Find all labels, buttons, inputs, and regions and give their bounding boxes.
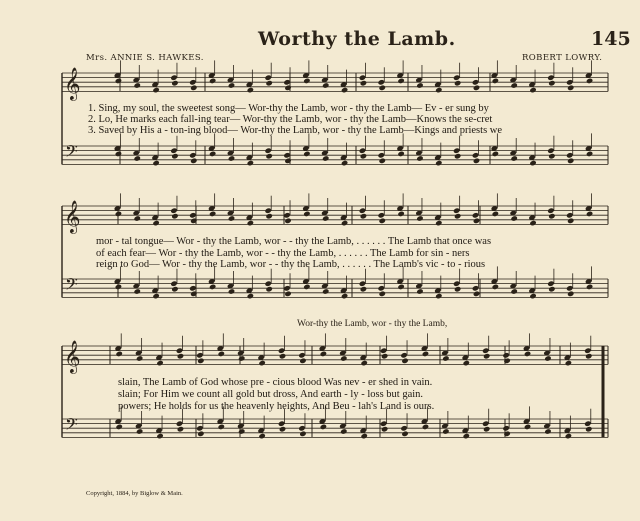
system-1-treble-note bbox=[341, 87, 348, 93]
system-1-bass-note bbox=[435, 160, 442, 166]
system-2-bass-note bbox=[171, 286, 178, 292]
system-1-treble-note bbox=[284, 85, 291, 91]
system-2-treble-note bbox=[209, 211, 216, 217]
system-2-treble-note bbox=[303, 211, 310, 217]
system-3-bass-note bbox=[299, 431, 306, 437]
system-3-bass-note bbox=[238, 428, 245, 434]
system-2-bass-note bbox=[547, 280, 554, 286]
system-1-treble-note bbox=[152, 87, 159, 93]
system-2-treble-note bbox=[547, 207, 554, 213]
system-1-treble-note bbox=[303, 78, 310, 84]
system-2-treble-note bbox=[397, 211, 404, 217]
system-1-treble-note bbox=[115, 78, 122, 84]
system-1-bass-note bbox=[397, 151, 404, 157]
system-2-treble-note bbox=[171, 213, 178, 219]
system-3-bass-note bbox=[218, 424, 225, 430]
system-2-bass-note bbox=[566, 285, 573, 291]
system-2-treble-note bbox=[586, 211, 593, 217]
system-1-bass-note bbox=[529, 160, 536, 166]
system-1-bass-note bbox=[303, 151, 310, 157]
system-1-bass-note bbox=[228, 155, 235, 161]
system-2-bass-note bbox=[397, 284, 404, 290]
page-number: 145 bbox=[591, 28, 631, 50]
system-3-bass-note bbox=[482, 420, 489, 426]
system-1-treble-note bbox=[359, 74, 366, 80]
system-1-treble-note bbox=[190, 85, 197, 91]
system-3-bass-note bbox=[279, 426, 286, 432]
system-2-bass-note bbox=[360, 286, 367, 292]
system-3-treble-note bbox=[361, 360, 368, 366]
system-2-treble-note bbox=[189, 212, 196, 218]
system-1-treble-note bbox=[547, 74, 554, 80]
system-1-bass-note bbox=[190, 158, 197, 164]
system-2-bass-note bbox=[529, 293, 536, 299]
system-3-bass-note bbox=[340, 428, 347, 434]
system-2-bass-note bbox=[567, 291, 574, 297]
system-3-treble-note bbox=[544, 355, 551, 361]
system-3-bass-note bbox=[176, 420, 183, 426]
system-2-bass-note bbox=[209, 284, 216, 290]
system-2-treble-note bbox=[134, 215, 141, 221]
system-2-bass-note bbox=[134, 288, 141, 294]
system-1-bass-note bbox=[473, 158, 480, 164]
system-3-treble-note bbox=[116, 351, 123, 357]
system-3-treble-note bbox=[502, 352, 509, 358]
system-3-treble-note bbox=[483, 353, 490, 359]
system-3-treble-note bbox=[258, 360, 265, 366]
lyric-s2-v3: reign to God— Wor - thy the Lamb, wor - - thy the Lamb, . . . . . . The Lamb's vic - to - rious bbox=[96, 259, 486, 270]
system-1-bass-note bbox=[510, 155, 517, 161]
system-3-bass-note bbox=[544, 428, 551, 434]
system-1-treble-note bbox=[265, 80, 272, 86]
system-1-bass-clef: 𝄢 bbox=[65, 141, 78, 165]
lyric-s1-v2: 2. Lo, He marks each fall-ing tear— Wor-thy the Lamb, wor - thy the Lamb—Knows the se-cret bbox=[88, 114, 493, 125]
system-3-treble-note bbox=[299, 358, 306, 364]
system-2-treble-note bbox=[473, 218, 480, 224]
system-2-bass-note bbox=[378, 285, 385, 291]
system-3-bass-note bbox=[565, 433, 572, 439]
system-2-treble-note bbox=[247, 220, 254, 226]
system-1-bass-note bbox=[379, 158, 386, 164]
system-1-treble-note bbox=[247, 87, 254, 93]
system-2-bass-note bbox=[379, 291, 386, 297]
lyric-s2-v1: mor - tal tongue— Wor - thy the Lamb, wor - - thy the Lamb, . . . . . . The Lamb that once was bbox=[96, 236, 492, 247]
hymn-title: Worthy the Lamb. bbox=[258, 28, 456, 50]
system-1-bass-note bbox=[566, 152, 573, 158]
system-2-treble-note bbox=[341, 220, 348, 226]
system-1-treble-note bbox=[209, 78, 216, 84]
system-3-treble-note bbox=[298, 352, 305, 358]
system-3-treble-note bbox=[279, 353, 286, 359]
system-1-bass-note bbox=[359, 147, 366, 153]
system-1-treble-note bbox=[566, 79, 573, 85]
system-1-bass-note bbox=[189, 152, 196, 158]
system-3-treble-note bbox=[218, 351, 225, 357]
system-2-bass-note bbox=[303, 284, 310, 290]
system-1-bass-note bbox=[284, 158, 291, 164]
system-3-treble-note bbox=[278, 347, 285, 353]
system-2-treble-note bbox=[379, 218, 386, 224]
system-3-bass-note bbox=[381, 426, 388, 432]
system-2-treble-note bbox=[529, 220, 536, 226]
system-3-bass-note bbox=[177, 426, 184, 432]
system-1-bass-note bbox=[152, 160, 159, 166]
system-1-bass-note bbox=[134, 155, 141, 161]
system-1-treble-note bbox=[473, 85, 480, 91]
lyric-s1-v3: 3. Saved by His a - ton-ing blood— Wor-thy the Lamb, wor - thy the Lamb—Kings and priests we bbox=[88, 125, 503, 136]
system-3-treble-note bbox=[340, 355, 347, 361]
system-2-treble-note bbox=[416, 215, 423, 221]
system-3-bass-note bbox=[422, 424, 429, 430]
system-1-treble-note bbox=[264, 74, 271, 80]
system-2-treble-note bbox=[492, 211, 499, 217]
system-3-bass-note bbox=[400, 425, 407, 431]
system-1-treble-note bbox=[360, 80, 367, 86]
system-2-bass-clef: 𝄢 bbox=[65, 274, 78, 298]
system-3-treble-note bbox=[524, 351, 531, 357]
system-1-treble-note bbox=[567, 85, 574, 91]
system-2-bass-note bbox=[284, 291, 291, 297]
system-1-treble-note bbox=[170, 74, 177, 80]
system-1-treble-note bbox=[492, 78, 499, 84]
system-3-treble-note bbox=[482, 347, 489, 353]
system-3-treble-note bbox=[565, 360, 572, 366]
system-2-bass-note bbox=[586, 284, 593, 290]
system-3-bass-note bbox=[197, 431, 204, 437]
system-1-treble-note bbox=[397, 78, 404, 84]
system-1-bass-note bbox=[378, 152, 385, 158]
system-2-treble-note bbox=[567, 218, 574, 224]
system-3-bass-note bbox=[116, 424, 123, 430]
system-1-treble-note bbox=[228, 82, 235, 88]
system-2-treble-note bbox=[265, 213, 272, 219]
system-2-bass-note bbox=[189, 285, 196, 291]
system-2-treble-note bbox=[284, 218, 291, 224]
system-3-treble-note bbox=[238, 355, 245, 361]
system-2-bass-note bbox=[341, 293, 348, 299]
system-2-bass-note bbox=[453, 280, 460, 286]
system-1-treble-note bbox=[378, 79, 385, 85]
system-2-treble-note bbox=[453, 207, 460, 213]
system-1-treble-note bbox=[510, 82, 517, 88]
system-3-bass-note bbox=[258, 433, 265, 439]
system-2-bass-note bbox=[492, 284, 499, 290]
system-1-treble-note bbox=[322, 82, 329, 88]
system-2-treble-note bbox=[454, 213, 461, 219]
system-2-treble-note bbox=[510, 215, 517, 221]
system-3-treble-note bbox=[381, 353, 388, 359]
system-2-bass-note bbox=[473, 291, 480, 297]
system-3-bass-note bbox=[584, 420, 591, 426]
system-1-bass-note bbox=[548, 153, 555, 159]
system-1-bass-note bbox=[171, 153, 178, 159]
system-1-treble-note bbox=[548, 80, 555, 86]
bass-lyric-s2: Wor-thy the Lamb, wor - thy the Lamb, bbox=[297, 319, 448, 329]
system-2-bass-note bbox=[548, 286, 555, 292]
system-2-treble-note bbox=[359, 207, 366, 213]
system-2-treble-note bbox=[322, 215, 329, 221]
system-3-bass-note bbox=[156, 433, 163, 439]
system-2-treble-note bbox=[170, 207, 177, 213]
system-3-bass-note bbox=[524, 424, 531, 430]
system-3-treble-note bbox=[177, 353, 184, 359]
system-3-bass-note bbox=[401, 431, 408, 437]
system-1-bass-note bbox=[341, 160, 348, 166]
lyricist-credit: Mrs. ANNIE S. HAWKES. bbox=[86, 53, 204, 63]
system-3-bass-note bbox=[585, 426, 592, 432]
system-2-bass-note bbox=[115, 284, 122, 290]
system-3-bass-note bbox=[463, 433, 470, 439]
system-3-bass-note bbox=[196, 425, 203, 431]
system-3-treble-note bbox=[401, 358, 408, 364]
system-1-bass-note bbox=[115, 151, 122, 157]
lyric-s1-v1: 1. Sing, my soul, the sweetest song— Wor-thy the Lamb, wor - thy the Lamb— Ev - er sung by bbox=[88, 103, 489, 114]
system-1-bass-note bbox=[264, 147, 271, 153]
system-2-treble-note bbox=[472, 212, 479, 218]
system-2-treble-note bbox=[115, 211, 122, 217]
system-3-bass-clef: 𝄢 bbox=[65, 414, 78, 438]
system-2-bass-note bbox=[510, 288, 517, 294]
system-3-treble-note bbox=[442, 355, 449, 361]
system-3-treble-note bbox=[585, 353, 592, 359]
lyric-s3-v1: slain, The Lamb of God whose pre - cious blood Was nev - er shed in vain. bbox=[118, 377, 433, 388]
system-2-bass-note bbox=[454, 286, 461, 292]
system-1-bass-note bbox=[209, 151, 216, 157]
system-2-treble-note bbox=[378, 212, 385, 218]
system-2-treble-note bbox=[264, 207, 271, 213]
system-2-treble-note bbox=[435, 220, 442, 226]
system-1-bass-note bbox=[247, 160, 254, 166]
system-1-bass-note bbox=[322, 155, 329, 161]
system-1-treble-note bbox=[529, 87, 536, 93]
system-3-treble-clef: 𝄞 bbox=[64, 340, 81, 373]
system-3-bass-note bbox=[502, 425, 509, 431]
system-1-treble-note bbox=[453, 74, 460, 80]
system-1-bass-note bbox=[453, 147, 460, 153]
system-1-bass-note bbox=[547, 147, 554, 153]
system-3-bass-note bbox=[380, 420, 387, 426]
system-2-bass-note bbox=[435, 293, 442, 299]
system-1-bass-note bbox=[492, 151, 499, 157]
system-2-bass-note bbox=[359, 280, 366, 286]
system-3-treble-note bbox=[463, 360, 470, 366]
system-3-treble-note bbox=[176, 347, 183, 353]
system-1-treble-note bbox=[454, 80, 461, 86]
system-2-treble-clef: 𝄞 bbox=[64, 200, 81, 233]
system-1-bass-note bbox=[170, 147, 177, 153]
system-1-treble-note bbox=[435, 87, 442, 93]
system-3-bass-note bbox=[320, 424, 327, 430]
system-2-treble-note bbox=[566, 212, 573, 218]
system-2-bass-note bbox=[416, 288, 423, 294]
lyric-s2-v2: of each fear— Wor - thy the Lamb, wor - - thy the Lamb, . . . . . . The Lamb for sin - ners bbox=[96, 248, 470, 259]
system-2-bass-note bbox=[322, 288, 329, 294]
system-3-treble-note bbox=[136, 355, 143, 361]
system-3-bass-note bbox=[483, 426, 490, 432]
system-1-treble-note bbox=[586, 78, 593, 84]
system-1-bass-note bbox=[567, 158, 574, 164]
system-1-treble-note bbox=[189, 79, 196, 85]
system-3-treble-note bbox=[422, 351, 429, 357]
system-2-bass-note bbox=[264, 280, 271, 286]
system-2-bass-note bbox=[152, 293, 159, 299]
system-3-treble-note bbox=[320, 351, 327, 357]
system-1-treble-note bbox=[379, 85, 386, 91]
system-3-treble-note bbox=[156, 360, 163, 366]
system-1-treble-note bbox=[134, 82, 141, 88]
system-2-treble-note bbox=[228, 215, 235, 221]
system-3-treble-note bbox=[400, 352, 407, 358]
system-3-treble-note bbox=[197, 358, 204, 364]
system-3-bass-note bbox=[442, 428, 449, 434]
system-2-treble-note bbox=[152, 220, 159, 226]
system-1-bass-note bbox=[360, 153, 367, 159]
system-1-treble-note bbox=[472, 79, 479, 85]
system-1-bass-note bbox=[265, 153, 272, 159]
composer-credit: ROBERT LOWRY. bbox=[522, 53, 603, 63]
system-1-treble-note bbox=[171, 80, 178, 86]
system-3-treble-note bbox=[380, 347, 387, 353]
system-1-bass-note bbox=[472, 152, 479, 158]
system-1-treble-note bbox=[416, 82, 423, 88]
system-3-bass-note bbox=[298, 425, 305, 431]
system-1-bass-note bbox=[416, 155, 423, 161]
system-2-treble-note bbox=[360, 213, 367, 219]
system-1-bass-note bbox=[586, 151, 593, 157]
system-3-bass-note bbox=[361, 433, 368, 439]
lyric-s3-v2: slain; For Him we count all gold but dross, And earth - ly - loss but gain. bbox=[118, 389, 424, 400]
system-2-bass-note bbox=[247, 293, 254, 299]
system-3-bass-note bbox=[136, 428, 143, 434]
system-1-treble-clef: 𝄞 bbox=[64, 67, 81, 100]
system-3-treble-note bbox=[584, 347, 591, 353]
system-3-bass-note bbox=[278, 420, 285, 426]
system-2-bass-note bbox=[170, 280, 177, 286]
system-2-treble-note bbox=[548, 213, 555, 219]
lyric-s3-v3: powers; He holds for us the heavenly heights, And Beu - lah's Land is ours. bbox=[118, 401, 435, 412]
system-1-bass-note bbox=[454, 153, 461, 159]
system-2-bass-note bbox=[472, 285, 479, 291]
copyright-notice: Copyright, 1884, by Biglow & Main. bbox=[86, 490, 183, 497]
system-3-treble-note bbox=[196, 352, 203, 358]
system-2-bass-note bbox=[265, 286, 272, 292]
system-2-bass-note bbox=[228, 288, 235, 294]
